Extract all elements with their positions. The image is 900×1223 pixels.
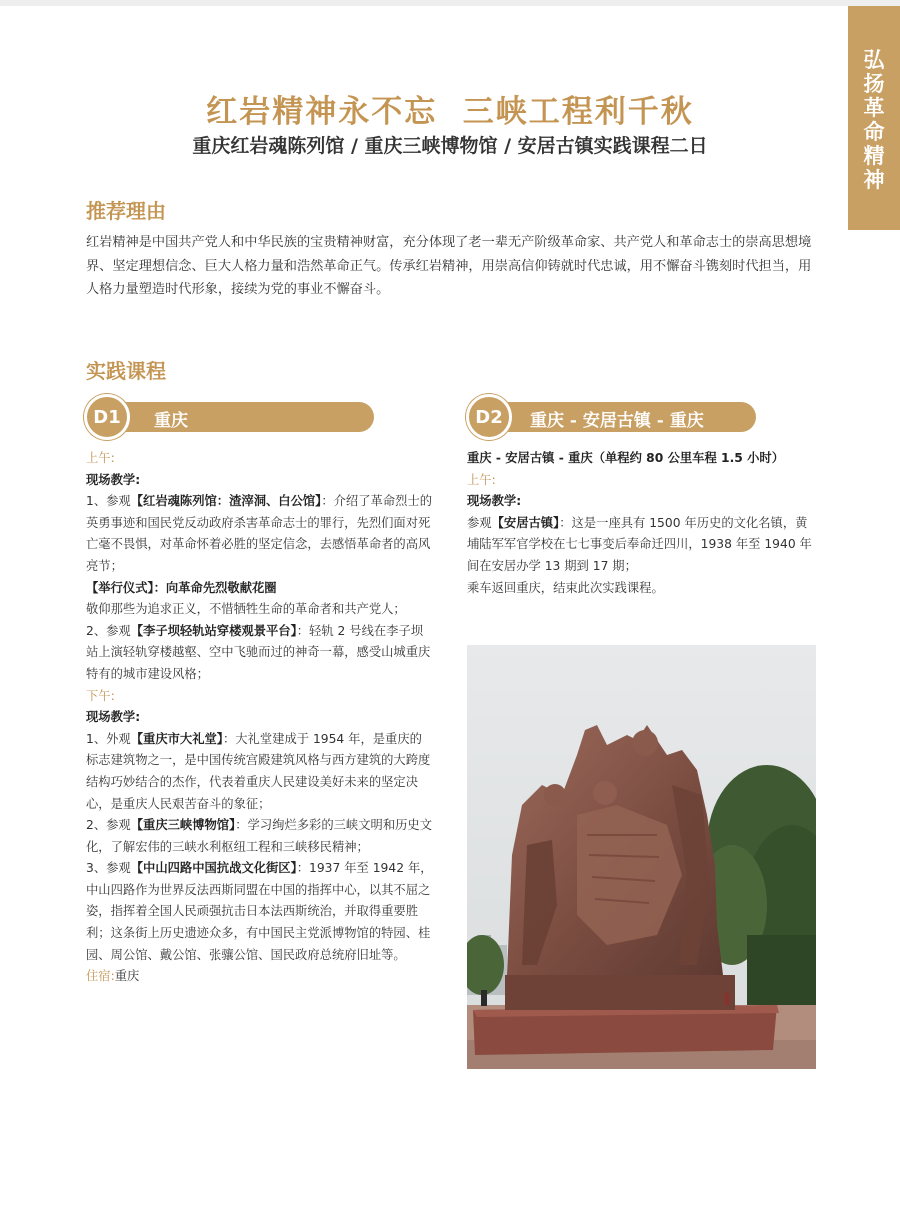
onsite-label: 现场教学:	[86, 710, 141, 725]
d1-item-2: 2、参观【李子坝轻轨站穿楼观景平台】：轻轨 2 号线在李子坝站上演轻轨穿楼越壑、空中飞驰而过的神奇一幕，感受山城重庆特有的城市建设风格；	[86, 623, 431, 681]
d1-bar	[108, 402, 374, 432]
d1-ceremony: 【举行仪式】：向革命先烈敬献花圈	[86, 580, 277, 595]
side-tab-char: 精	[863, 143, 885, 168]
d1-badge: D1	[84, 394, 130, 440]
top-strip	[0, 0, 900, 6]
d1-pm-item-2: 2、参观【重庆三峡博物馆】：学习绚烂多彩的三峡文明和历史文化，了解宏伟的三峡水利枢纽工程和三峡移民精神；	[86, 818, 433, 854]
d2-return: 乘车返回重庆，结束此次实践课程。	[467, 580, 664, 595]
side-tab-char: 弘	[863, 47, 885, 72]
d1-ceremony-text: 敬仰那些为追求正义，不惜牺牲生命的革命者和共产党人；	[86, 602, 406, 617]
d2-content	[467, 448, 819, 599]
stay-line: 住宿:重庆	[86, 969, 140, 984]
d1-title: 重庆	[154, 411, 188, 431]
onsite-label: 现场教学:	[86, 472, 141, 487]
d2-badge: D2	[466, 394, 512, 440]
d1-item-1: 1、参观【红岩魂陈列馆：渣滓洞、白公馆】：介绍了革命烈士的英勇事迹和国民党反动政府杀害革命志士的罪行，先烈们面对死亡毫不畏惧，对革命怀着必胜的坚定信念，去感悟革命者的高风亮节；	[86, 494, 433, 573]
reason-text: 红岩精神是中国共产党人和中华民族的宝贵精神财富，充分体现了老一辈无产阶级革命家、共产党人和革命志士的崇高思想境界、坚定理想信念、巨大人格力量和浩然革命正气。传承红岩精神，用崇高信仰铸就时代忠诚，用不懈奋斗镌刻时代担当，用人格力量塑造时代形象，接续为党的事业不懈奋斗。	[86, 235, 812, 297]
page-subtitle: 重庆红岩魂陈列馆 / 重庆三峡博物馆 / 安居古镇实践课程二日	[192, 135, 708, 157]
d2-title: 重庆 - 安居古镇 - 重庆	[530, 411, 704, 431]
d1-pm-item-3: 3、参观【中山四路中国抗战文化街区】：1937 年至 1942 年，中山四路作为世界反法西斯同盟在中国的指挥中心，以其不屈之姿，指挥着全国人民顽强抗击日本法西斯统治，并取得重要胜利；这条街上历史遗迹众多，有中国民主党派博物馆的特园、桂园、周公馆、戴公馆、张骧公馆、国民政府总统府旧址等。	[86, 861, 433, 962]
onsite-label: 现场教学:	[467, 494, 522, 509]
d2-route: 重庆 - 安居古镇 - 重庆（单程约 80 公里车程 1.5 小时）	[467, 451, 784, 465]
practice-heading: 实践课程	[86, 359, 166, 383]
monument-photo	[467, 645, 816, 1069]
side-tab-char: 扬	[863, 71, 885, 96]
side-tab-char: 神	[863, 167, 885, 192]
afternoon-label: 下午:	[86, 688, 115, 703]
page-title: 红岩精神永不忘 三峡工程利千秋	[206, 94, 694, 130]
side-tab-char: 命	[863, 119, 885, 144]
d1-pm-item-1: 1、外观【重庆市大礼堂】：大礼堂建成于 1954 年，是重庆的标志建筑物之一，是中国传统宫殿建筑风格与西方建筑的大跨度结构巧妙结合的杰作，代表着重庆人民建设美好未来的坚定决心，是重庆人民艰苦奋斗的象征；	[86, 731, 431, 811]
morning-label: 上午:	[86, 451, 115, 465]
reason-heading: 推荐理由	[86, 199, 166, 223]
side-tab-char: 革	[863, 95, 885, 120]
morning-label: 上午:	[467, 472, 496, 487]
d2-item: 参观【安居古镇】：这是一座具有 1500 年历史的文化名镇，黄埔陆军军官学校在七七事变后奉命迁四川，1938 年至 1940 年间在安居办学 13 期到 17 期；	[467, 515, 812, 573]
d1-content	[86, 448, 434, 988]
